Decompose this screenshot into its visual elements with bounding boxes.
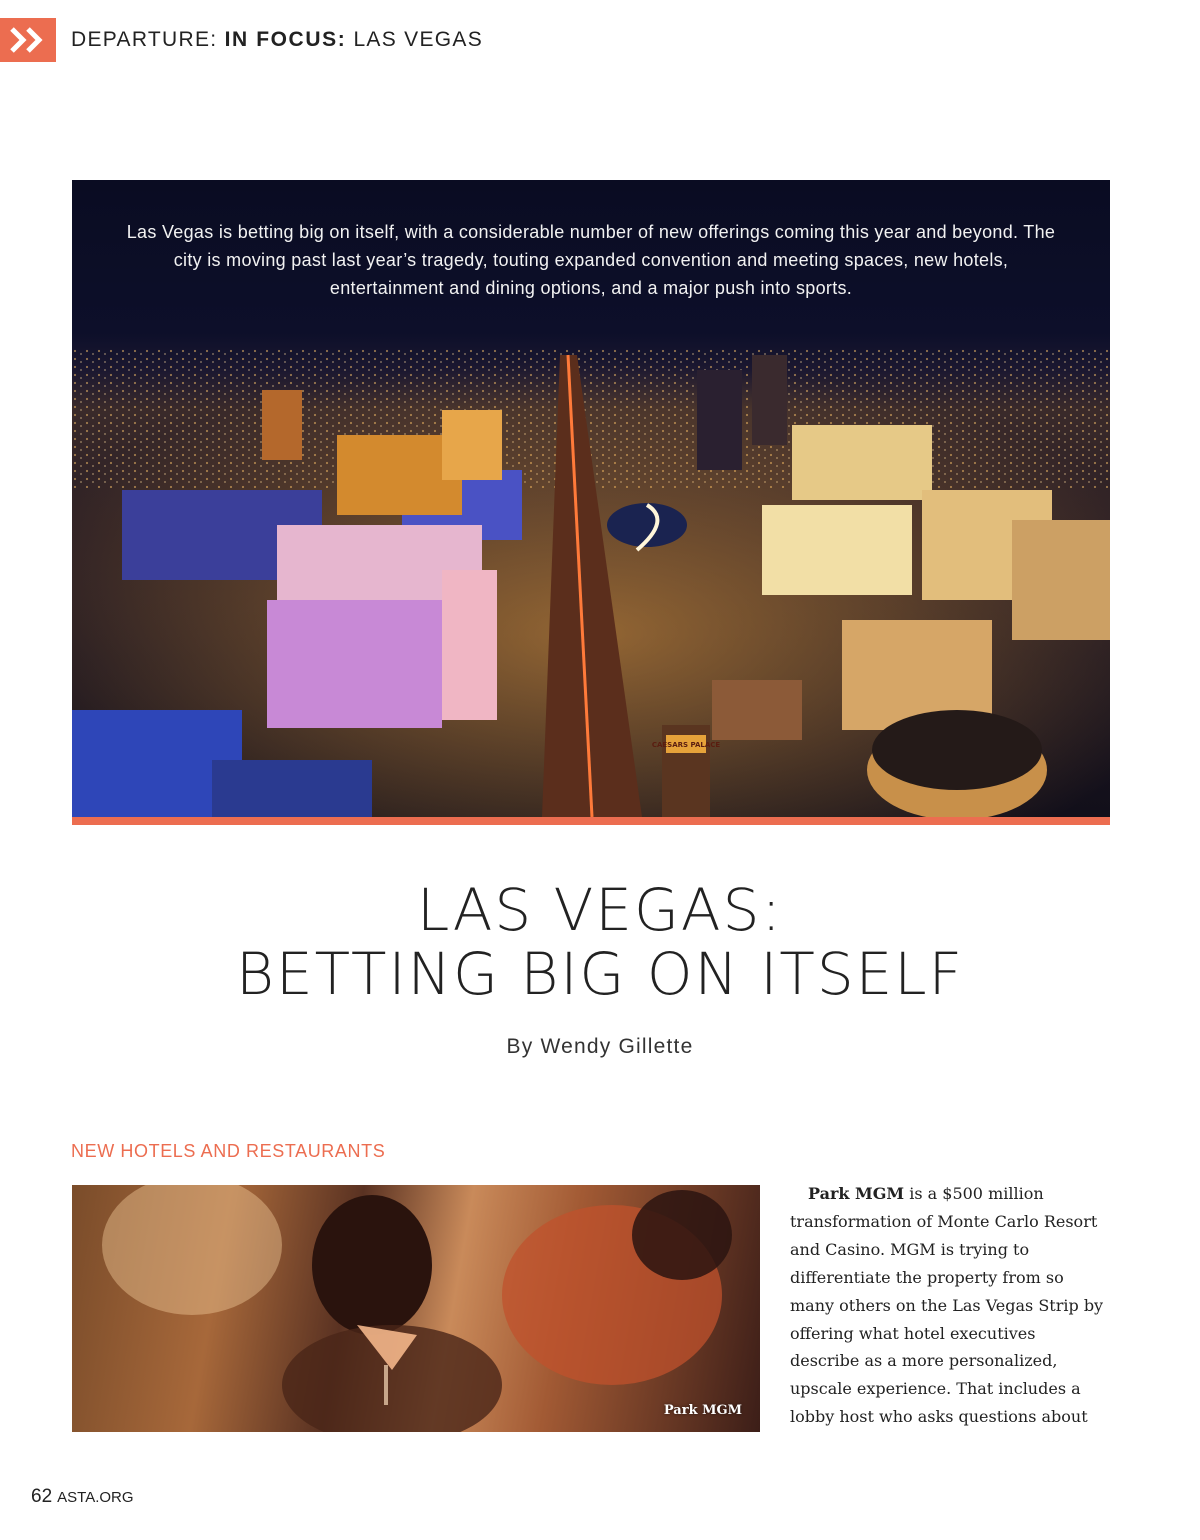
park-mgm-photo [72, 1185, 760, 1432]
section-prefix: DEPARTURE: [71, 28, 218, 51]
double-chevron-icon [9, 26, 47, 54]
body-text: is a $500 million transformation of Monte Carlo Resort and Casino. MGM is trying to differentiate the property from so many others on the Las Vegas Strip by offering what hotel executives describe as a more personalized, upscale experience. That includes a lobby host who asks questions about [790, 1184, 1104, 1427]
article-title [0, 878, 1200, 1006]
people-illustration [72, 1185, 760, 1432]
body-lead: Park MGM [808, 1184, 905, 1203]
title-line-1: LAS VEGAS: [417, 876, 783, 944]
byline: By Wendy Gillette [506, 1035, 694, 1058]
page-number: 62 [31, 1486, 53, 1507]
title-line-2: BETTING BIG ON ITSELF [236, 940, 964, 1008]
photo-caption: Park MGM [663, 1403, 742, 1418]
footer-site: ASTA.ORG [57, 1489, 134, 1506]
section-header [71, 28, 483, 52]
hero-intro: Las Vegas is betting big on itself, with a considerable number of new offerings coming this year and beyond. The city is moving past last year’s tragedy, touting expanded convention and meeting spaces, new hotels, entertainment and dining options, and a major push into sports. [126, 222, 1056, 298]
section-focus-label: IN FOCUS: [224, 28, 347, 51]
section-topic: LAS VEGAS [353, 28, 484, 51]
sign-text: CAESARS PALACE [651, 741, 721, 749]
article-body [790, 1180, 1105, 1431]
accent-rule [72, 817, 1110, 825]
section-heading: NEW HOTELS AND RESTAURANTS [71, 1141, 386, 1161]
section-chevron-badge [0, 18, 56, 62]
page-footer [31, 1486, 134, 1508]
hero-image [72, 180, 1110, 817]
